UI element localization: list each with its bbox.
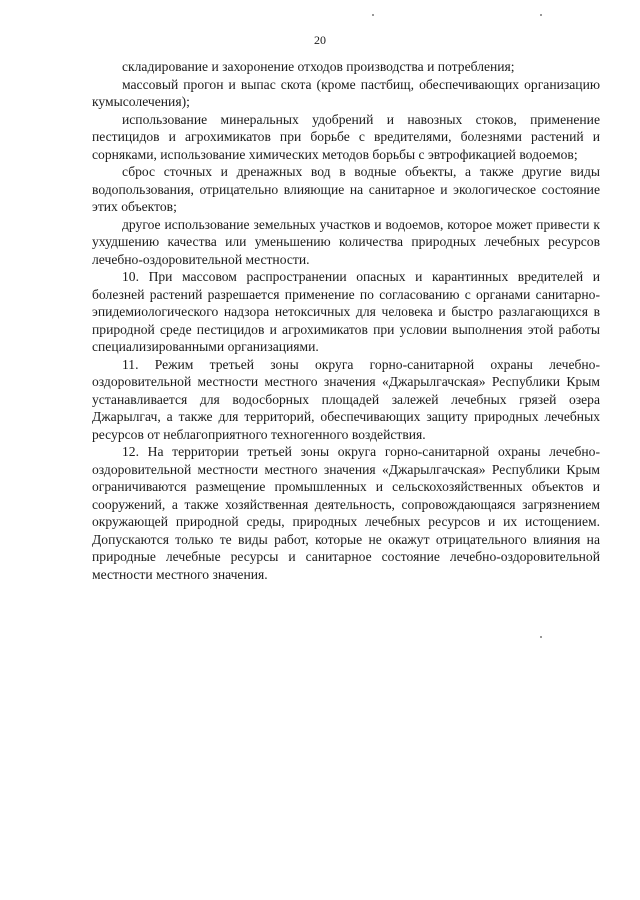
document-body <box>92 58 600 583</box>
scan-speck <box>540 14 542 16</box>
paragraph-12: 12. На территории третьей зоны округа горно-санитарной охраны лечебно-оздоровительной местности местного значения «Джарылгачская» Республики Крым ограничиваются размещение промышленных и сельскохозяйственных объектов и сооружений, а также хозяйственная деятельность, сопровождающаяся загрязнением окружающей природной среды, природных лечебных ресурсов и их истощением. Допускаются только те виды работ, которые не окажут отрицательного влияния на природные лечебные ресурсы и санитарное состояние лечебно-оздоровительной местности местного значения. <box>92 444 600 582</box>
page-number: 20 <box>314 33 326 47</box>
list-item-waste-disposal: складирование и захоронение отходов производства и потребления; <box>122 59 515 74</box>
scan-speck <box>540 636 542 638</box>
paragraph-11: 11. Режим третьей зоны округа горно-санитарной охраны лечебно-оздоровительной местности местного значения «Джарылгачская» Республики Крым устанавливается для водосборных площадей залежей лечебных грязей озера Джарылгач, а также для территорий, обеспечивающих защиту природных лечебных ресурсов от неблагоприятного техногенного воздействия. <box>92 356 600 442</box>
scan-speck <box>372 14 374 16</box>
list-item-fertilizers-pesticides: использование минеральных удобрений и навозных стоков, применение пестицидов и агрохимикатов при борьбе с вредителями, болезнями растений и сорняками, использование химических методов борьбы с эвтрофикацией водоемов; <box>92 111 600 162</box>
list-item-livestock-grazing: массовый прогон и выпас скота (кроме пастбищ, обеспечивающих организацию кумысолечения); <box>92 76 600 109</box>
paragraph-10: 10. При массовом распространении опасных и карантинных вредителей и болезней растений разрешается применение по согласованию с органами санитарно-эпидемиологического надзора нетоксичных для человека и быстро разлагающихся в природной среде пестицидов и агрохимикатов при условии выполнения этой работы специализированными организациями. <box>92 269 600 354</box>
list-item-wastewater-discharge: сброс сточных и дренажных вод в водные объекты, а также другие виды водопользования, отрицательно влияющие на санитарное и экологическое состояние этих объектов; <box>92 164 600 214</box>
list-item-other-land-use: другое использование земельных участков и водоемов, которое может привести к ухудшению качества или уменьшению количества природных лечебных ресурсов лечебно-оздоровительной местности. <box>92 216 600 267</box>
